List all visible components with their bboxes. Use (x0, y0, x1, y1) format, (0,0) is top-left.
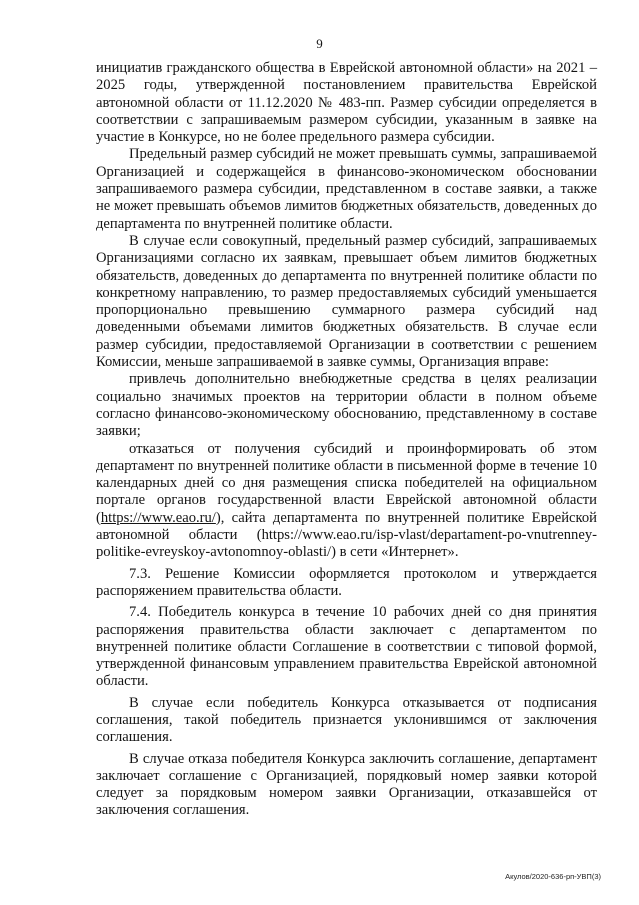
footer-document-code: Акулов/2020-636-рп-УВП(3) (505, 872, 601, 881)
paragraph-subsidy-limit: Предельный размер субсидий не может превышать суммы, запрашиваемой Организацией и содержащейся в финансово-экономическом обосновании запрашиваемого размера субсидии, представленном в составе заявки, а также не может превышать объемов лимитов бюджетных обязательств, доведенных до департамента по внутренней политике области. (96, 146, 597, 232)
paragraph-option-refuse (96, 441, 597, 562)
refuse-text-before-link: отказаться от получения субсидий и проинформировать об этом департамент по внутренней политике области в письменной форме в течение 10 календарных дней со дня размещения списка победителей на официальном портале органов государственной власти Еврейской автономной области ( (96, 440, 597, 526)
paragraph-7-3: 7.3. Решение Комиссии оформляется протоколом и утверждается распоряжением правительства области. (96, 565, 597, 599)
paragraph-7-4: 7.4. Победитель конкурса в течение 10 рабочих дней со дня принятия распоряжения правительства области заключает с департаментом по внутренней политике области Соглашение в соответствии с типовой формой, утвержденной финансовым управлением правительства Еврейской автономной области. (96, 604, 597, 690)
paragraph-proportional-reduction: В случае если совокупный, предельный размер субсидий, запрашиваемых Организациями согласно их заявкам, превышает объем лимитов бюджетных обязательств, доведенных до департамента по внутренней политике области по конкретному направлению, то размер предоставляемых субсидий уменьшается пропорционально превышению суммарного размера субсидий над доведенными объемами лимитов бюджетных обязательств. В случае если размер субсидии, предоставляемой Организации в соответствии с решением Комиссии, меньше запрашиваемой в заявке суммы, Организация вправе: (96, 232, 597, 371)
refuse-text-after-link: ), сайта департамента по внутренней политике Еврейской автономной области (https://www.eao.ru/isp-vlast/departament-po-vnutrenney-politike-evreyskoy-avtonomnoy-oblasti/) в сети «Интернет». (96, 509, 597, 561)
paragraph-program-reference: инициатив гражданского общества в Еврейской автономной области» на 2021 – 2025 годы, утвержденной постановлением правительства Еврейской автономной области от 11.12.2020 № 483-пп. Размер субсидии определяется в соответствии с запрашиваемым размером субсидии, указанным в заявке на участие в Конкурсе, но не более предельного размера субсидии. (96, 60, 597, 146)
paragraph-next-applicant: В случае отказа победителя Конкурса заключить соглашение, департамент заключает соглашение с Организацией, порядковый номер заявки которой следует за порядковым номером заявки Организации, отказавшейся от заключения соглашения. (96, 750, 597, 819)
paragraph-option-extra-funds: привлечь дополнительно внебюджетные средства в целях реализации социально значимых проектов на территории области в полном объеме согласно финансово-экономическому обоснованию, представленному в составе заявки; (96, 371, 597, 440)
page-number: 9 (316, 36, 323, 51)
paragraph-winner-refuses: В случае если победитель Конкурса отказывается от подписания соглашения, такой победитель признается уклонившимся от заключения соглашения. (96, 694, 597, 746)
document-body (96, 60, 597, 820)
eao-portal-link[interactable]: https://www.eao.ru/ (100, 509, 216, 526)
